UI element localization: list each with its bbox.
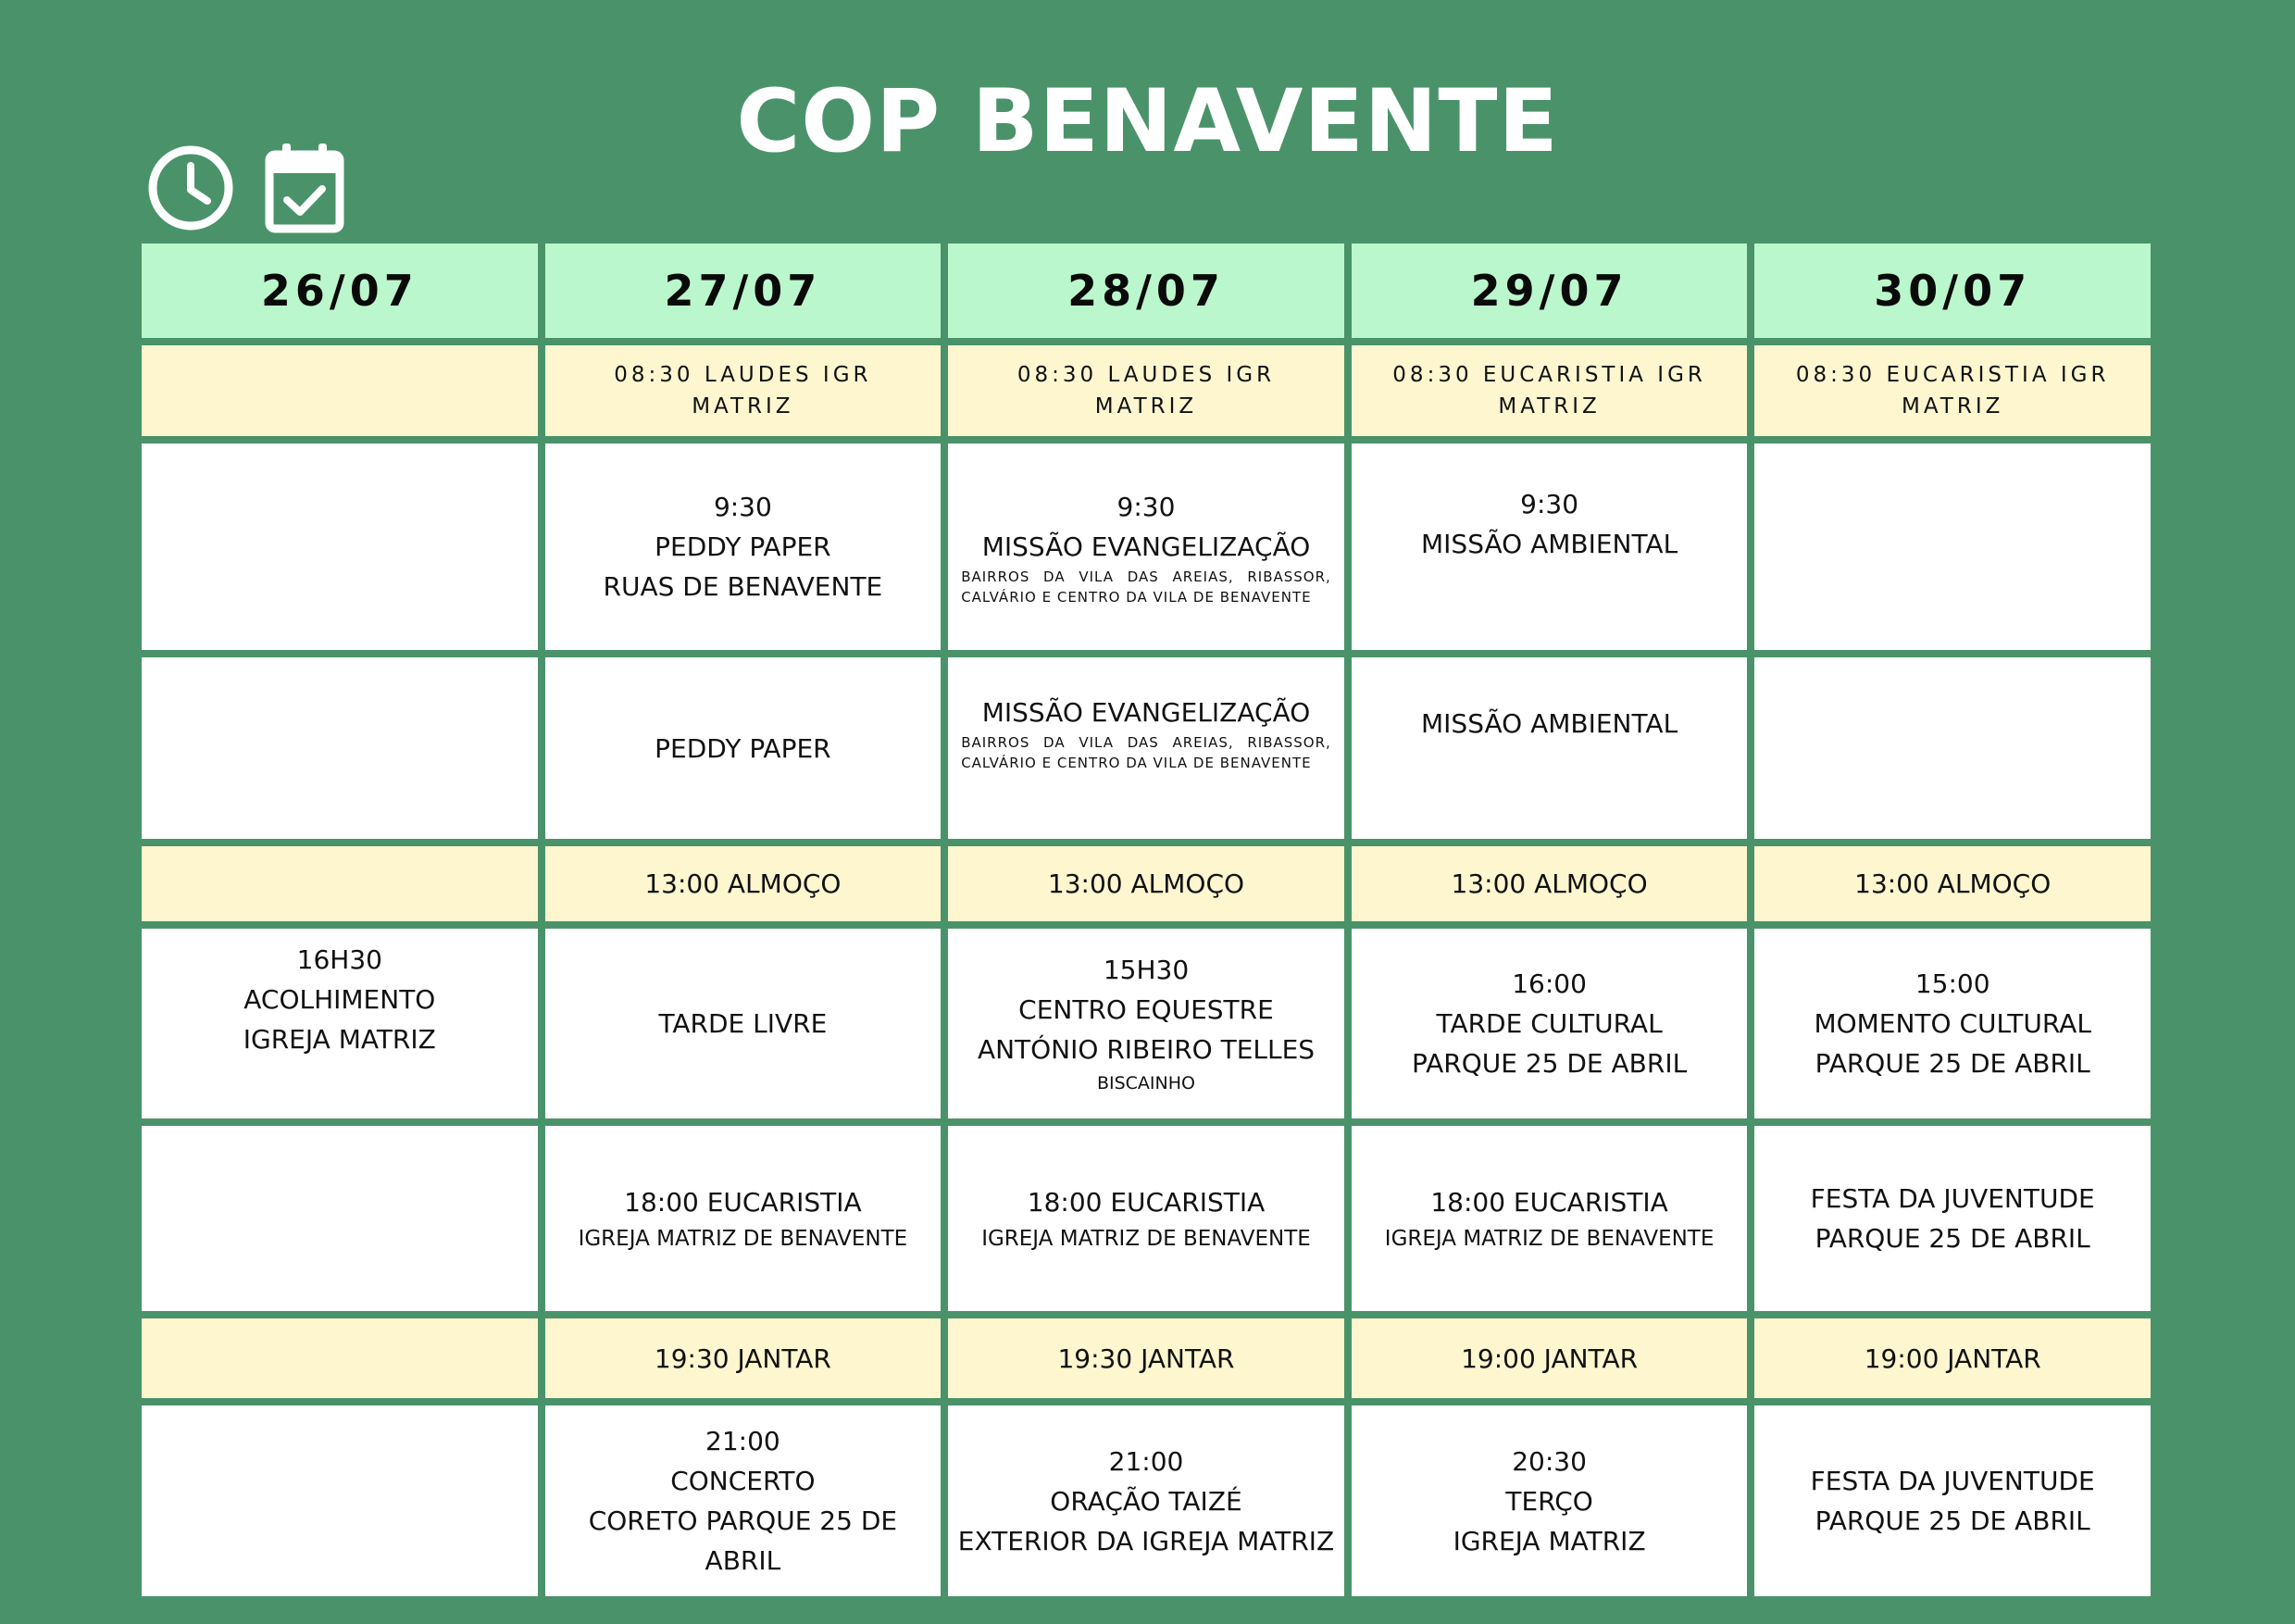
activity-time: 21:00 xyxy=(705,1426,780,1456)
day-header: 30/07 xyxy=(1754,244,2151,338)
dinner-cell: 19:30 JANTAR xyxy=(948,1318,1344,1398)
activity-title: 18:00 EUCARISTIA xyxy=(1027,1186,1266,1218)
activity-place: IGREJA MATRIZ xyxy=(243,1024,436,1055)
activity-title: 18:00 EUCARISTIA xyxy=(1430,1186,1668,1218)
evening-activity-cell xyxy=(545,1126,942,1311)
day-header: 27/07 xyxy=(545,244,942,338)
night-activity-cell xyxy=(1352,1405,1748,1596)
afternoon-activity-cell xyxy=(1754,929,2151,1118)
activity-time: 20:30 xyxy=(1512,1445,1587,1477)
day-header: 26/07 xyxy=(142,244,538,338)
late-morning-cell xyxy=(142,657,538,839)
activity-place: IGREJA MATRIZ xyxy=(1453,1525,1646,1556)
activity-time: 9:30 xyxy=(1116,491,1176,522)
activity-place: ANTÓNIO RIBEIRO TELLES xyxy=(977,1034,1316,1065)
morning-activity-cell xyxy=(545,443,942,650)
morning-prayer-cell: 08:30 EUCARISTIA IGR MATRIZ xyxy=(1754,345,2151,436)
activity-time: 21:00 xyxy=(1108,1445,1184,1477)
afternoon-activity-cell xyxy=(1352,929,1748,1118)
evening-activity-cell xyxy=(1754,1126,2151,1311)
night-activity-cell xyxy=(1754,1405,2151,1596)
activity-title: PEDDY PAPER xyxy=(655,531,831,562)
activity-time: 15:00 xyxy=(1915,968,1990,999)
activity-title: TARDE LIVRE xyxy=(658,1008,828,1039)
activity-place: PARQUE 25 DE ABRIL xyxy=(1412,1048,1688,1079)
morning-prayer-cell xyxy=(142,345,538,436)
activity-title: 18:00 EUCARISTIA xyxy=(624,1186,862,1218)
activity-title: TARDE CULTURAL xyxy=(1436,1008,1663,1039)
evening-activity-cell xyxy=(142,1126,538,1311)
activity-place: PARQUE 25 DE ABRIL xyxy=(1815,1505,2090,1536)
activity-time: 15H30 xyxy=(1103,955,1190,985)
activity-title: PEDDY PAPER xyxy=(655,732,831,764)
late-morning-cell xyxy=(948,657,1344,839)
activity-title: MISSÃO EVANGELIZAÇÃO xyxy=(981,697,1311,728)
morning-activity-cell xyxy=(142,443,538,650)
dinner-cell xyxy=(142,1318,538,1398)
activity-title: CONCERTO xyxy=(670,1466,816,1496)
evening-activity-cell xyxy=(1352,1126,1748,1311)
dinner-cell: 19:00 JANTAR xyxy=(1754,1318,2151,1398)
clock-icon xyxy=(146,144,235,232)
activity-title: ORAÇÃO TAIZÉ xyxy=(1050,1485,1242,1517)
activity-place: CORETO PARQUE 25 DE ABRIL xyxy=(588,1505,898,1576)
activity-place: IGREJA MATRIZ DE BENAVENTE xyxy=(981,1226,1311,1251)
activity-time: 16:00 xyxy=(1512,968,1587,999)
activity-title: MISSÃO EVANGELIZAÇÃO xyxy=(981,531,1311,562)
activity-title: MISSÃO AMBIENTAL xyxy=(1421,529,1678,559)
morning-prayer-cell: 08:30 LAUDES IGR MATRIZ xyxy=(545,345,942,436)
activity-title: TERÇO xyxy=(1505,1485,1593,1517)
lunch-cell xyxy=(142,846,538,921)
late-morning-cell xyxy=(1754,657,2151,839)
activity-note: BAIRROS DA VILA DAS AREIAS, RIBASSOR, CALVÁRIO E CENTRO DA VILA DE BENAVENTE xyxy=(961,734,1331,771)
lunch-cell: 13:00 ALMOÇO xyxy=(1754,846,2151,921)
activity-title: CENTRO EQUESTRE xyxy=(1018,994,1274,1025)
day-header: 29/07 xyxy=(1352,244,1748,338)
late-morning-cell xyxy=(545,657,942,839)
afternoon-activity-cell xyxy=(545,929,942,1118)
activity-place: RUAS DE BENAVENTE xyxy=(603,571,883,602)
dinner-cell: 19:30 JANTAR xyxy=(545,1318,942,1398)
morning-prayer-cell: 08:30 EUCARISTIA IGR MATRIZ xyxy=(1352,345,1748,436)
morning-activity-cell xyxy=(948,443,1344,650)
dinner-cell: 19:00 JANTAR xyxy=(1352,1318,1748,1398)
morning-activity-cell xyxy=(1352,443,1748,650)
night-activity-cell xyxy=(142,1405,538,1596)
morning-prayer-cell: 08:30 LAUDES IGR MATRIZ xyxy=(948,345,1344,436)
activity-title: FESTA DA JUVENTUDE xyxy=(1810,1466,2095,1496)
lunch-cell: 13:00 ALMOÇO xyxy=(545,846,942,921)
activity-title: MISSÃO AMBIENTAL xyxy=(1421,708,1678,739)
schedule-table xyxy=(142,244,2151,1576)
activity-place: PARQUE 25 DE ABRIL xyxy=(1815,1048,2090,1079)
activity-place: EXTERIOR DA IGREJA MATRIZ xyxy=(957,1525,1335,1556)
activity-time: 16H30 xyxy=(296,944,382,975)
activity-note: BAIRROS DA VILA DAS AREIAS, RIBASSOR, CALVÁRIO E CENTRO DA VILA DE BENAVENTE xyxy=(961,568,1331,606)
late-morning-cell xyxy=(1352,657,1748,839)
activity-time: 9:30 xyxy=(713,492,772,522)
activity-title: MOMENTO CULTURAL xyxy=(1814,1008,2091,1039)
morning-activity-cell xyxy=(1754,443,2151,650)
day-header: 28/07 xyxy=(948,244,1344,338)
lunch-cell: 13:00 ALMOÇO xyxy=(948,846,1344,921)
afternoon-activity-cell xyxy=(948,929,1344,1118)
night-activity-cell xyxy=(948,1405,1344,1596)
activity-place: IGREJA MATRIZ DE BENAVENTE xyxy=(1384,1226,1715,1251)
lunch-cell: 13:00 ALMOÇO xyxy=(1352,846,1748,921)
afternoon-activity-cell xyxy=(142,929,538,1118)
evening-activity-cell xyxy=(948,1126,1344,1311)
night-activity-cell xyxy=(545,1405,942,1596)
activity-note: BISCAINHO xyxy=(1096,1073,1195,1093)
activity-title: ACOLHIMENTO xyxy=(243,984,436,1015)
activity-title: FESTA DA JUVENTUDE xyxy=(1810,1183,2095,1214)
page-title: COP BENAVENTE xyxy=(736,71,1559,172)
calendar-check-icon xyxy=(265,141,344,233)
activity-time: 9:30 xyxy=(1520,489,1579,519)
activity-place: IGREJA MATRIZ DE BENAVENTE xyxy=(578,1226,908,1251)
activity-place: PARQUE 25 DE ABRIL xyxy=(1815,1223,2090,1254)
